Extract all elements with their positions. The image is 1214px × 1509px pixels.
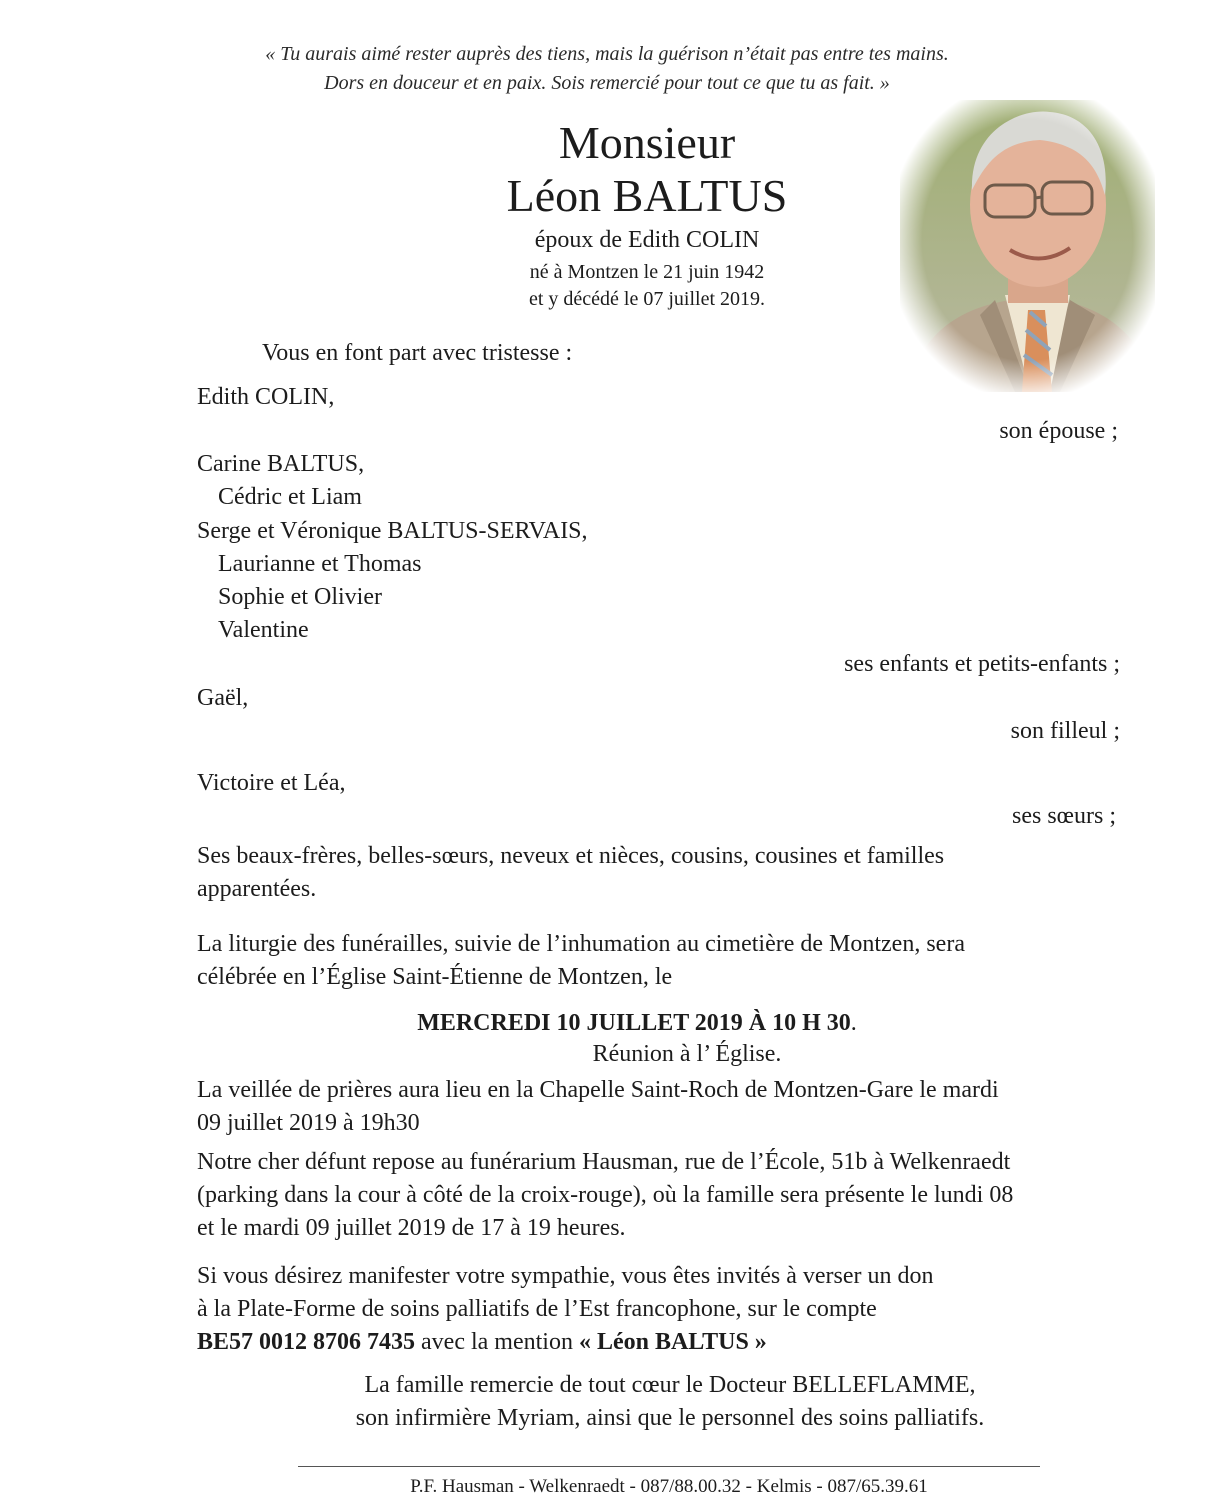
donation-line-1: Si vous désirez manifester votre sympathie, vous êtes invités à verser un don	[197, 1263, 934, 1289]
deceased-portrait	[900, 100, 1155, 392]
footer-divider	[298, 1466, 1040, 1467]
deceased-name: Léon BALTUS	[506, 170, 788, 221]
funeral-date-period: .	[850, 1010, 857, 1036]
thanks-line-2: son infirmière Myriam, ainsi que le personnel des soins palliatifs.	[355, 1405, 985, 1431]
vigil-line-2: 09 juillet 2019 à 19h30	[197, 1110, 420, 1136]
wife-name: Edith COLIN,	[197, 384, 335, 410]
others-line-1: Ses beaux-frères, belles-sœurs, neveux et nièces, cousins, cousines et familles	[197, 843, 945, 869]
grandchild-line-2: Laurianne et Thomas	[218, 551, 422, 577]
grandchild-line-4: Valentine	[218, 617, 309, 643]
spouse-line: époux de Edith COLIN	[534, 227, 760, 253]
donation-mention-name: « Léon BALTUS »	[578, 1329, 767, 1355]
rest-line-2: (parking dans la cour à côté de la croix-rouge), où la famille sera présente le lundi 08	[197, 1182, 1014, 1208]
birth-line: né à Montzen le 21 juin 1942	[529, 261, 765, 283]
donation-line-3	[197, 1326, 767, 1359]
donation-iban: BE57 0012 8706 7435	[197, 1329, 416, 1355]
grandchild-line-3: Sophie et Olivier	[218, 584, 382, 610]
donation-line-2: à la Plate-Forme de soins palliatifs de l’Est francophone, sur le compte	[197, 1296, 877, 1322]
others-line-2: apparentées.	[197, 876, 317, 902]
epitaph-line-2: Dors en douceur et en paix. Sois remercié pour tout ce que tu as fait. »	[324, 72, 890, 94]
grandchild-line-1: Cédric et Liam	[218, 484, 362, 510]
child-line-1: Carine BALTUS,	[197, 451, 365, 477]
donation-mention-text: avec la mention	[415, 1329, 579, 1355]
vigil-line-1: La veillée de prières aura lieu en la Chapelle Saint-Roch de Montzen-Gare le mardi	[197, 1077, 999, 1103]
funeral-home-footer: P.F. Hausman - Welkenraedt - 087/88.00.32 - Kelmis - 087/65.39.61	[410, 1476, 928, 1497]
death-line: et y décédé le 07 juillet 2019.	[528, 288, 766, 310]
godson-role: son filleul ;	[1010, 718, 1120, 744]
funeral-date	[197, 1007, 1077, 1040]
child-line-2: Serge et Véronique BALTUS-SERVAIS,	[197, 518, 588, 544]
epitaph-line-1: « Tu aurais aimé rester auprès des tiens, mais la guérison n’était pas entre tes mains.	[265, 43, 949, 65]
meeting-text: Réunion à l’ Église.	[592, 1041, 782, 1067]
intro-text: Vous en font part avec tristesse :	[262, 340, 573, 366]
sisters-name: Victoire et Léa,	[197, 770, 346, 796]
rest-line-3: et le mardi 09 juillet 2019 de 17 à 19 heures.	[197, 1215, 626, 1241]
thanks-line-1: La famille remercie de tout cœur le Docteur BELLEFLAMME,	[364, 1372, 976, 1398]
funeral-line-2: célébrée en l’Église Saint-Étienne de Montzen, le	[197, 964, 673, 990]
godson-name: Gaël,	[197, 685, 249, 711]
sisters-role: ses sœurs ;	[1011, 803, 1116, 829]
funeral-line-1: La liturgie des funérailles, suivie de l’inhumation au cimetière de Montzen, sera	[197, 931, 965, 957]
children-role: ses enfants et petits-enfants ;	[844, 651, 1120, 677]
deceased-title: Monsieur	[558, 117, 736, 168]
wife-role: son épouse ;	[999, 418, 1118, 444]
rest-line-1: Notre cher défunt repose au funérarium Hausman, rue de l’École, 51b à Welkenraedt	[197, 1149, 1011, 1175]
funeral-date-bold: MERCREDI 10 JUILLET 2019 À 10 H 30	[417, 1010, 851, 1036]
